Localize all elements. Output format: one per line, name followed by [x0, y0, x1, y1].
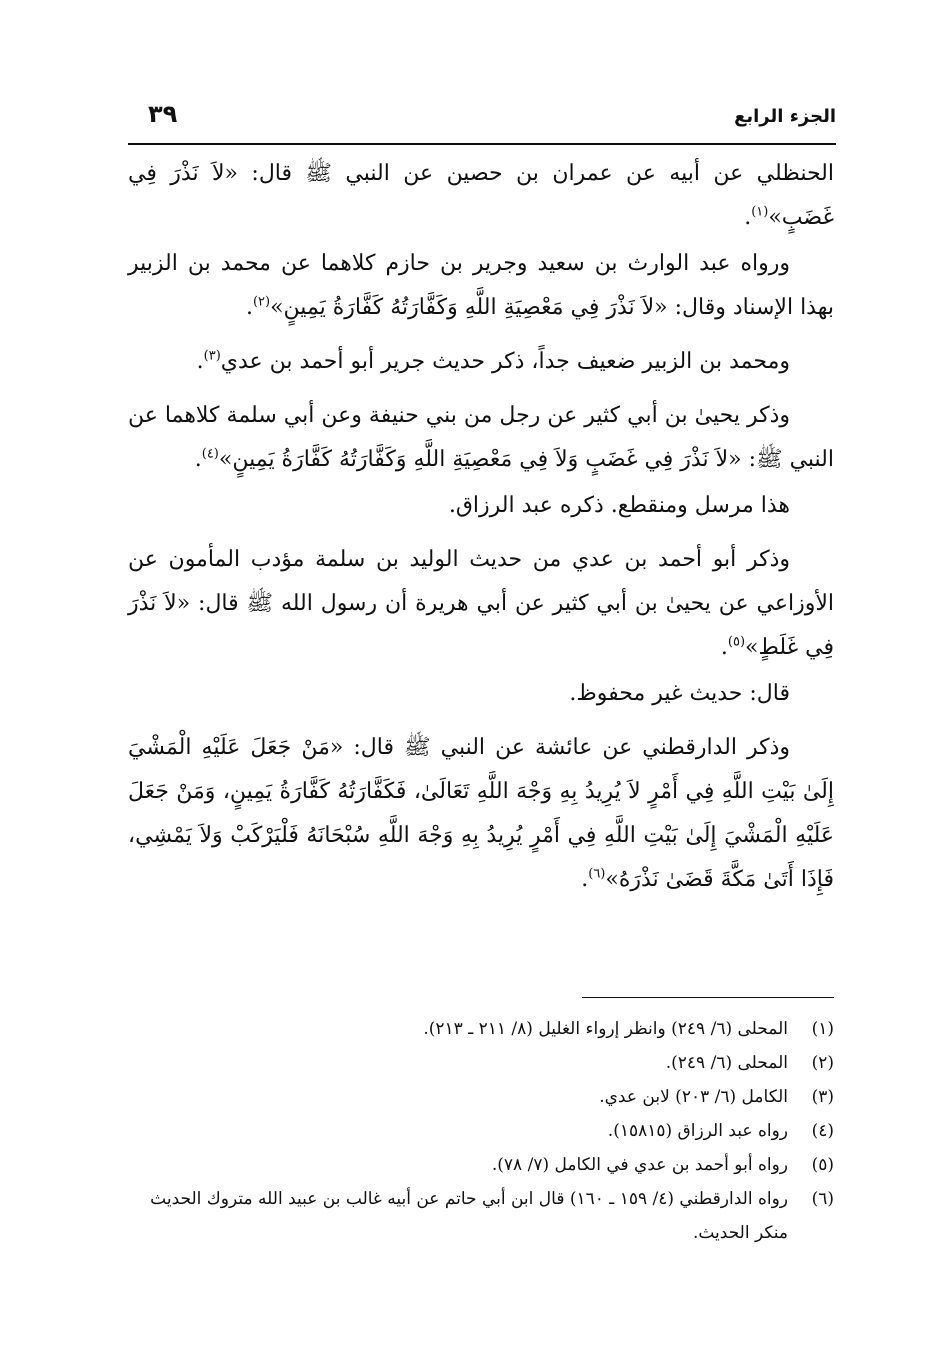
paragraph-text: قال: حديث غير محفوظ. — [569, 681, 790, 706]
footnote — [128, 1148, 834, 1182]
footnote-ref: (٦) — [588, 866, 606, 882]
footnote-rule — [582, 997, 834, 998]
paragraph-text: الحنظلي عن أبيه عن عمران بن حصين عن النبي ﷺ قال: «لاَ نَذْرَ فِي غَضَبٍ» — [128, 161, 834, 230]
footnote — [128, 1046, 834, 1080]
footnote-text: المحلى (٦/ ٢٤٩) وانظر إرواء الغليل (٨/ ٢١١ ـ ٢١٣). — [423, 1019, 788, 1039]
footnote-ref: (٥) — [727, 634, 746, 650]
footnote-ref: (٣) — [203, 348, 221, 364]
footnote-number: (٢) — [811, 1053, 834, 1073]
paragraph-text: ورواه عبد الوارث بن سعيد وجرير بن حازم كلاهما عن محمد بن الزبير بهذا الإسناد وقال: «لاَ نَذْرَ فِي مَعْصِيَةِ اللَّهِ وَكَفَّارَتُهُ كَفَّارَةُ يَمِينٍ» — [128, 251, 834, 320]
paragraph-text: هذا مرسل ومنقطع. ذكره عبد الرزاق. — [448, 493, 790, 518]
footnote-text: رواه عبد الرزاق (١٥٨١٥). — [607, 1121, 788, 1141]
paragraph-text: وذكر الدارقطني عن عائشة عن النبي ﷺ قال: «مَنْ جَعَلَ عَلَيْهِ الْمَشْيَ إِلَىٰ بَيْتِ اللَّهِ فِي أَمْرٍ لاَ يُرِيدُ بِهِ وَجْهَ اللَّهِ تَعَالَىٰ، فَكَفَّارَتُهُ كَفَّارَةُ يَمِينٍ، وَمَنْ جَعَلَ عَلَيْهِ الْمَشْيَ إِلَىٰ بَيْتِ اللَّهِ فِي أَمْرٍ يُرِيدُ بِهِ وَجْهَ اللَّهِ سُبْحَانَهُ فَلْيَرْكَبْ وَلاَ يَمْشِي، فَإِذَا أَتَىٰ مَكَّةَ قَضَىٰ نَذْرَهُ» — [128, 735, 834, 892]
paragraph-end: . — [744, 205, 752, 230]
footnote-number: (٣) — [811, 1087, 834, 1107]
paragraph — [128, 726, 834, 902]
paragraph-end: . — [194, 447, 202, 472]
footnote — [128, 1114, 834, 1148]
footnote-text: رواه الدارقطني (٤/ ١٥٩ ـ ١٦٠) قال ابن أبي حاتم عن أبيه غالب بن عبيد الله متروك الحديث منكر الحديث. — [150, 1189, 788, 1243]
footnote — [128, 1182, 834, 1250]
footnote-number: (٦) — [811, 1189, 834, 1209]
page-number: ٣٩ — [148, 100, 178, 128]
header-rule — [128, 143, 836, 145]
paragraph-text: وذكر يحيىٰ بن أبي كثير عن رجل من بني حنيفة وعن أبي سلمة كلاهما عن النبي ﷺ: «لاَ نَذْرَ فِي غَضَبٍ وَلاَ فِي مَعْصِيَةِ اللَّهِ وَكَفَّارَتُهُ كَفَّارَةُ يَمِينٍ» — [128, 403, 834, 472]
paragraph-end: . — [196, 349, 204, 374]
footnote-ref: (١) — [751, 204, 769, 220]
paragraph — [128, 394, 834, 482]
paragraph — [128, 672, 834, 716]
footnote-ref: (٤) — [201, 446, 219, 462]
paragraph-text: وذكر أبو أحمد بن عدي من حديث الوليد بن سلمة مؤدب المأمون عن الأوزاعي عن يحيىٰ بن أبي كثير عن أبي هريرة أن رسول الله ﷺ قال: «لاَ نَذْرَ فِي غَلَطٍ» — [128, 547, 834, 660]
paragraph — [128, 242, 834, 330]
paragraph-end: . — [245, 295, 253, 320]
page-header — [128, 100, 836, 140]
footnote-text: المحلى (٦/ ٢٤٩). — [665, 1053, 788, 1073]
footnote-number: (١) — [811, 1019, 834, 1039]
footnote-ref: (٢) — [252, 294, 271, 310]
paragraph — [128, 152, 834, 240]
footnote — [128, 1080, 834, 1114]
main-text — [128, 152, 834, 912]
paragraph-text: ومحمد بن الزبير ضعيف جداً، ذكر حديث جرير أبو أحمد بن عدي — [220, 349, 790, 374]
paragraph — [128, 484, 834, 528]
footnote-text: رواه أبو أحمد بن عدي في الكامل (٧/ ٧٨). — [491, 1155, 788, 1175]
footnote-text: الكامل (٦/ ٢٠٣) لابن عدي. — [599, 1087, 788, 1107]
paragraph — [128, 340, 834, 384]
footnote-number: (٥) — [811, 1155, 834, 1175]
running-title: الجزء الرابع — [734, 106, 836, 127]
paragraph-end: . — [720, 635, 728, 660]
footnote-number: (٤) — [811, 1121, 834, 1141]
paragraph — [128, 538, 834, 670]
paragraph-end: . — [581, 867, 589, 892]
footnotes — [128, 1012, 834, 1250]
footnote — [128, 1012, 834, 1046]
